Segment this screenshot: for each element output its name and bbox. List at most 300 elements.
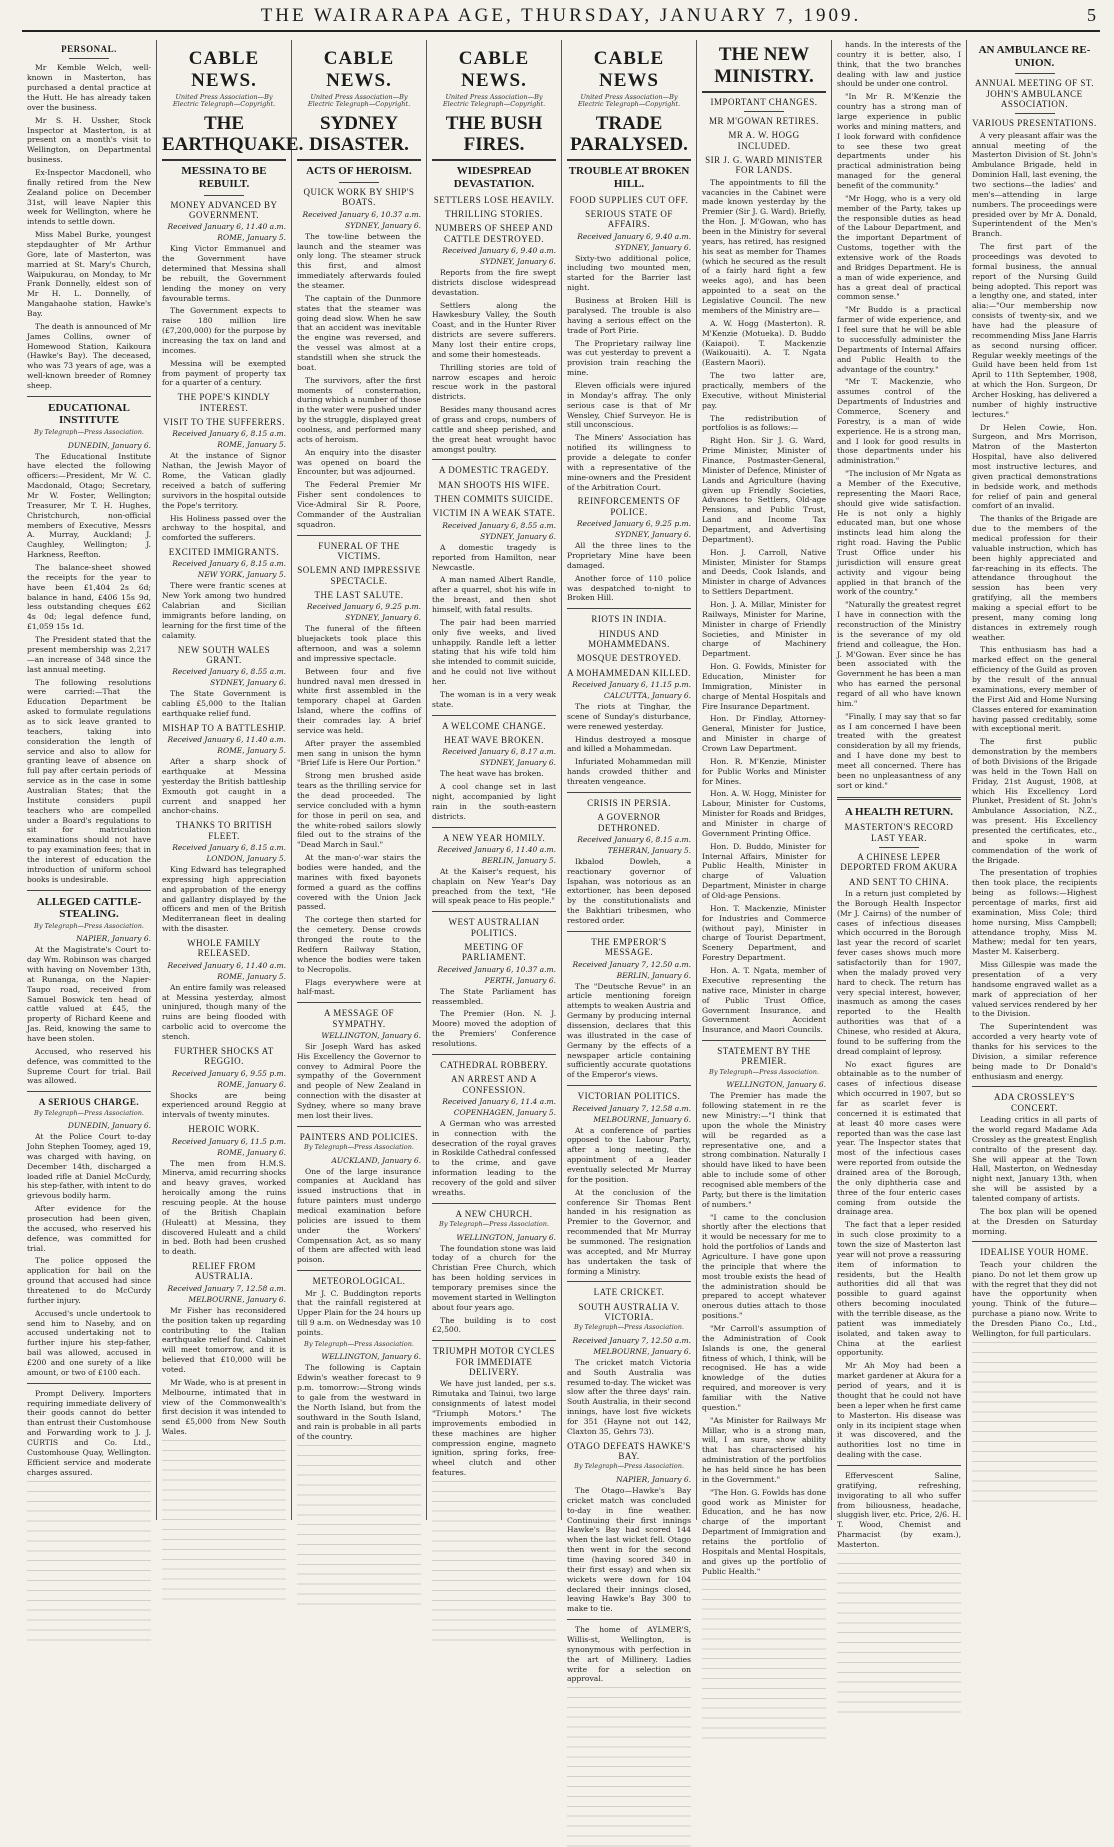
credit-line: By Telegraph—Press Association. xyxy=(34,1108,144,1117)
article-subheading: QUICK WORK BY SHIP'S BOATS. xyxy=(303,186,415,208)
divider xyxy=(27,396,151,397)
article-paragraph: After evidence for the prosecution had been given, the accused, who reserved his defence, was committed for trial. xyxy=(27,1204,151,1253)
divider xyxy=(972,1241,1097,1242)
article-paragraph: Mr Ah Moy had been a market gardener at Akura for a period of years, and it is thought that he could not have been a leper when he first came to Masterton. His disease was only in its incipient stage when it was discovered, and the authorities lost no time in dealing with the case. xyxy=(837,1361,961,1460)
dateline: Received January 6, 9.40 a.m. xyxy=(577,231,691,241)
divider xyxy=(837,1465,961,1466)
divider xyxy=(879,847,919,848)
article-paragraph: The following resolutions were carried:—That the Education Department be asked to formulate regulations as to sick leave granted to teachers, taking into consideration the length of service and also to allow for granting leave of absence on full pay after certain periods of service as in the case in some Australian States; that the Institute considers pupil teachers who are compelled under a Board's regulations to sit for matriculation examinations should not have to pay examination fees; that in the interest of education the introduction of uniform school books is undesirable. xyxy=(27,677,151,884)
article-paragraph: The Government expects to raise 180 million lire (£7,200,000) for the purpose by increasing the tax on land and incomes. xyxy=(162,306,286,355)
article-paragraph: All the three lines to the Proprietary Mine have been damaged. xyxy=(567,541,691,570)
divider xyxy=(567,1619,691,1620)
article-paragraph: The cricket match Victoria and South Australia was resumed to-day. The wicket was slow after the three days' rain. South Australia, in their second innings, have lost five wickets for 351 (Hayne not out 142, Claxton 35, Gehrs 73). xyxy=(567,1357,691,1436)
article-subheading: TROUBLE AT BROKEN HILL. xyxy=(568,165,690,190)
article-subheading: REINFORCEMENTS OF POLICE. xyxy=(577,496,681,517)
article-subheading: ADA CROSSLEY'S CONCERT. xyxy=(994,1092,1075,1113)
article-subheading: A DOMESTIC TRAGEDY. xyxy=(439,465,549,476)
dateline: Received January 7, 12.50 a.m. xyxy=(572,1335,691,1345)
article-heading: THE NEW MINISTRY. xyxy=(702,44,826,93)
dateline: ROME, January 5. xyxy=(217,746,286,756)
divider xyxy=(204,195,244,196)
article-paragraph: At the Kaiser's request, his chaplain on New Year's Day preached from the text, "He will speak peace to His people." xyxy=(432,866,556,906)
article-subheading: VICTORIAN POLITICS. xyxy=(577,1091,681,1102)
article-subheading: THE EMPEROR'S MESSAGE. xyxy=(591,936,667,958)
article-subheading: SOLEMN AND IMPRESSIVE SPECTACLE. xyxy=(297,565,421,586)
advertisement: The home of AYLMER'S, Willis-st, Wellington, is synonymous with perfection in the art of Millinery. Ladies write for a selection on approval. xyxy=(567,1625,691,1684)
text-filler xyxy=(567,1687,691,1847)
article-subheading: THANKS TO BRITISH FLEET. xyxy=(175,820,273,841)
article-paragraph: The Proprietary railway line was cut yesterday to prevent a provision train reaching the mine. xyxy=(567,338,691,378)
dateline: SYDNEY, January 6. xyxy=(345,613,421,623)
article-paragraph: The President stated that the present membership was 2,217—an increase of 348 since the last annual meeting. xyxy=(27,635,151,674)
credit-line: By Telegraph—Press Association. xyxy=(304,1143,414,1152)
article-paragraph: "In Mr R. M'Kenzie the country has a strong man of large experience in public works and mining matters, and I look forward with confidence to see these two great departments under his practical administration being managed for the general benefit of the community." xyxy=(837,92,961,191)
article-paragraph: King Edward has telegraphed expressing high appreciation and approbation of the energy and gallantry displayed by the officers and men of the British Mediterranean fleet in dealing with the disaster. xyxy=(162,865,286,934)
divider xyxy=(567,792,691,793)
article-paragraph: Messina will be exempted from payment of property tax for a quarter of a century. xyxy=(162,358,286,388)
dateline: LONDON, January 5. xyxy=(206,854,286,864)
article-paragraph: Hon. J. Carroll, Native Minister, Minister for Stamps and Deeds, Cook Islands, and Minister in charge of Advances to Settlers Department. xyxy=(702,547,826,597)
article-paragraph: "I came to the conclusion shortly after the elections that it would be necessary for me to hold the portfolios of Lands and Agriculture. I have gone upon the principle that where the most trouble exists the head of the administration should be prepared to accept whatever onerous duties attach to those positions." xyxy=(702,1212,826,1321)
article-subheading: MASTERTON'S RECORD LAST YEAR. xyxy=(844,822,954,843)
advertisement: We have just landed, per s.s. Rimutaka and Tainui, two large consignments of latest model "Triumph Motors." The improvements embodied in these machines are higher compression engine, magneto ignition, spring forks, free-wheel clutch and other features. xyxy=(432,1379,556,1478)
section-heading: CABLE NEWS. xyxy=(188,48,260,91)
column-2 xyxy=(157,40,304,1520)
article-paragraph: The foundation stone was laid today of a church for the Christian Free Church, which has been holding services in temporary premises since the movement started in Wellington about four years ago. xyxy=(432,1243,556,1312)
article-paragraph: The survivors, after the first moments of consternation, during which a number of those in the water were pushed under by the struggle, displayed great coolness, and performed many acts of heroism. xyxy=(297,375,421,444)
article-subheading: CRISIS IN PERSIA. xyxy=(587,797,671,808)
article-paragraph: A cool change set in last night, accompanied by light rain in the south-eastern districts. xyxy=(432,782,556,821)
article-paragraph: The thanks of the Brigade are due to the members of the medical profession for their valuable instruction, which has been highly appreciated and far-reaching in its effects. The attendance throughout the session has been very gratifying, all the members making a special effort to be present, many coming long distances in extremely rough weather. xyxy=(972,514,1097,642)
dateline: NAPIER, January 6. xyxy=(616,1474,691,1484)
article-subheading: A CHINESE LEPER DEPORTED FROM AKURA xyxy=(840,851,958,873)
article-paragraph: The Superintendent was accorded a very hearty vote of thanks for his services to the Division, a similar reference being made to Dr Donald's enthusiasm and energy. xyxy=(972,1022,1097,1081)
divider xyxy=(339,182,379,183)
credit-line: By Telegraph—Press Association. xyxy=(34,921,144,930)
article-subheading: A MOHAMMEDAN KILLED. xyxy=(567,667,691,678)
article-subheading: FUNERAL OF THE VICTIMS. xyxy=(318,540,400,561)
article-subheading: THE POPE'S KINDLY INTEREST. xyxy=(177,392,271,413)
dateline: CALCUTTA, January 6. xyxy=(603,690,691,700)
article-subheading: MR M'GOWAN RETIRES. xyxy=(709,116,819,127)
dateline: ROME, January 5. xyxy=(217,971,286,981)
divider xyxy=(972,1086,1097,1087)
article-subheading: HEAT WAVE BROKEN. xyxy=(444,734,544,745)
dateline: Received January 6, 8.55 a.m. xyxy=(172,667,286,677)
text-filler xyxy=(27,1481,151,1641)
article-paragraph: The Otago—Hawke's Bay cricket match was concluded to-day in fine weather. Continuing their first innings Hawke's Bay had scored 144 when the last wicket fell. Otago then went in for the second time (having scored 340 in their first essay) and when six wickets were down for 104 declared their innings closed, leaving Hawke's Bay 300 to make to tie. xyxy=(567,1485,691,1614)
article-subheading: OTAGO DEFEATS HAWKE'S BAY. xyxy=(567,1440,691,1462)
article-paragraph: Hindus destroyed a mosque and killed a Mohammedan. xyxy=(567,734,691,754)
text-filler xyxy=(837,1553,961,1713)
article-subheading: AND SENT TO CHINA. xyxy=(848,876,949,887)
article-paragraph: There were frantic scenes at New York among two hundred Calabrian and Sicilian immigrants before landing, on learning for the first time of the calamity. xyxy=(162,581,286,640)
divider xyxy=(69,58,109,59)
divider xyxy=(27,890,151,891)
article-paragraph: His Holiness passed over the archway to the hospital, and comforted the sufferers. xyxy=(162,513,286,543)
article-paragraph: hands. In the interests of the country it is better, also, I think, that the two branches dealing with law and justice should be under one control. xyxy=(837,40,961,89)
dateline: DUNEDIN, January 6. xyxy=(67,440,151,450)
article-subheading: VARIOUS PRESENTATIONS. xyxy=(972,118,1097,129)
article-heading: SYDNEY DISASTER. xyxy=(297,113,421,162)
credit-line: United Press Association—By Electric Telegraph—Copyright. xyxy=(577,92,681,109)
article-paragraph: Leading critics in all parts of the world regard Madame Ada Crossley as the greatest English contralto of the present day. She will appear at the Town Hall, Masterton, on Wednesday night next, January 13th, when she will be assisted by a talented company of artists. xyxy=(972,1115,1097,1203)
advertisement: Teach your children the piano. Do not let them grow up with the regret that they did not have the opportunity when young. Think of the future—purchase a piano now. Write to the Dresden Piano Co., Ltd., Wellington, for full particulars. xyxy=(972,1259,1097,1338)
dateline: Received January 6, 8.15 a.m. xyxy=(172,843,286,853)
article-paragraph: Mr S. H. Ussher, Stock Inspector at Masterton, is at present on a month's visit to Wellington, on Departmental business. xyxy=(27,115,151,165)
dateline: Received January 6, 8.55 a.m. xyxy=(442,520,556,530)
divider xyxy=(297,1270,421,1271)
dateline: Received January 6, 11.40 a.m. xyxy=(167,222,286,232)
dateline: BERLIN, January 5. xyxy=(481,855,556,865)
column-8 xyxy=(967,40,1102,1520)
dateline: ROME, January 5. xyxy=(217,233,286,243)
article-paragraph: The men from H.M.S. Minerva, amid recurring shocks and heavy graves, worked heroically among the ruins rescuing people. At the house of the British Chaplain (Huleatt) at Messina, they discovered Huleatt and a child in bed. Both had been crushed to death. xyxy=(162,1158,286,1257)
article-paragraph: The tow-line between the launch and the steamer was only long. The steamer struck this first, and almost immediately afterwards fouled the steamer. xyxy=(297,231,421,290)
article-paragraph: Reports from the fire swept districts disclose widespread devastation. xyxy=(432,267,556,297)
credit-line: By Telegraph—Press Association. xyxy=(709,1067,819,1076)
article-paragraph: Mr Kemble Welch, well-known in Masterton, has purchased a dental practice at the Hutt. He has already taken over the business. xyxy=(27,63,151,112)
article-paragraph: The appointments to fill the vacancies in the Cabinet were made known yesterday by the Premier (Sir J. G. Ward). Briefly, the Hon. J. M'Gowan, who has been in the Ministry for several years, has retired, has resigned his seat as member for Thames (which he secured as the result of a fairly hard fight a few weeks ago), and has been appointed to a seat on the Legislative Council. The new members of the Ministry are— xyxy=(702,177,826,315)
columns xyxy=(22,40,1102,1684)
dateline: Received January 6, 8.15 a.m. xyxy=(577,834,691,844)
divider xyxy=(432,911,556,912)
article-subheading: ANNUAL MEETING OF ST. JOHN'S AMBULANCE ASSOCIATION. xyxy=(975,78,1094,109)
article-paragraph: Mr Wade, who is at present in Melbourne, intimated that in view of the Commonwealth's first decision it was intended to send £5,000 from New South Wales. xyxy=(162,1377,286,1437)
article-paragraph: At a conference of parties opposed to the Labour Party, after a long meeting, the appointment of a leader eventually selected Mr Murray for the position. xyxy=(567,1125,691,1184)
dateline: WELLINGTON, January 6. xyxy=(321,1030,421,1040)
article-paragraph: Hon. R. M'Kenzie, Minister for Public Works and Minister for Mines. xyxy=(702,756,826,786)
article-subheading: MAN SHOOTS HIS WIFE. xyxy=(438,479,550,490)
article-paragraph: The first public demonstration by the members of both Divisions of the Brigade was held in the Town Hall on Friday, 21st August, 1908, at which His Excellency Lord Plunket, President of St. John's Ambulance Association, N.Z., was present. His Excellency presented the certificates, etc., and spoke in warm commendation of the work of the Brigade. xyxy=(972,737,1097,865)
dateline: PERTH, January 6. xyxy=(484,975,556,985)
article-subheading: SOUTH AUSTRALIA V. VICTORIA. xyxy=(578,1301,680,1323)
article-paragraph: The building is to cost £2,500. xyxy=(432,1315,556,1335)
article-paragraph: Eleven officials were injured in Monday's affray. The only serious case is that of Mr Wensley, Chief Surveyor. He is still unconscious. xyxy=(567,380,691,430)
dateline: SYDNEY, January 6. xyxy=(615,530,691,540)
article-paragraph: "Naturally the greatest regret I have in connection with the reconstruction of the Ministry is the severance of my old friend and colleague, the Hon. J. M'Gowan. Ever since he has been associated with the Government he has been a man who has earned the personal regard of all who have known him." xyxy=(837,600,961,708)
article-paragraph: "Mr Hogg, who is a very old member of the Party, takes up the responsible duties as head of the Labour Department, and the important Department of Customs, together with the extensive work of the Roads and Bridges Department. He is a man of wide experience, and has a great deal of practical common sense." xyxy=(837,193,961,302)
dateline: AUCKLAND, January 6. xyxy=(331,1155,421,1165)
dateline: Received January 6, 11.40 a.m. xyxy=(167,960,286,970)
dateline: Received January 6, 10.37 a.m. xyxy=(437,964,556,974)
article-subheading: NUMBERS OF SHEEP AND CATTLE DESTROYED. xyxy=(435,223,553,244)
newspaper-title: THE WAIRARAPA AGE, THURSDAY, JANUARY 7, 1909. xyxy=(260,5,862,26)
article-paragraph: After prayer the assembled men sang in unison the hymn "Brief Life is Here Our Portion." xyxy=(297,738,421,768)
dateline: Received January 6, 9.25 p.m. xyxy=(576,519,691,529)
dateline: ROME, January 5. xyxy=(217,440,286,450)
article-paragraph: Shocks are being experienced around Reggio at intervals of twenty minutes. xyxy=(162,1090,286,1120)
article-paragraph: At the conclusion of the conference Sir Thomas Bent handed in his resignation as Premier to the Governor, and recommended that Mr Murray be summoned. The resignation was accepted, and Mr Murray has undertaken the task of forming a Ministry. xyxy=(567,1187,691,1276)
divider xyxy=(1015,73,1055,74)
article-subheading: A NEW YEAR HOMILY. xyxy=(442,832,546,843)
credit-line: By Telegraph—Press Association. xyxy=(574,1323,684,1332)
dateline: SYDNEY, January 6. xyxy=(480,531,556,541)
dateline: Received January 6, 9.55 p.m. xyxy=(171,1068,286,1078)
section-heading: CABLE NEWS. xyxy=(458,48,530,91)
dateline: Received January 6, 9.25 p.m. xyxy=(306,602,421,612)
column-3 xyxy=(292,40,427,1520)
article-subheading: MONEY ADVANCED BY GOVERNMENT. xyxy=(170,199,278,220)
article-subheading: LATE CRICKET. xyxy=(593,1287,665,1298)
dateline: Received January 6, 11.15 p.m. xyxy=(572,679,691,689)
column-4 xyxy=(427,40,562,1520)
dateline: ROME, January 6. xyxy=(217,1079,286,1089)
article-paragraph: Hon. D. Buddo, Minister for Internal Affairs, Minister for Public Health, Minister in charge of Valuation Department, Minister in charge of Old-age Pensions. xyxy=(702,841,826,901)
article-paragraph: No exact figures are obtainable as to the number of cases of infectious disease which occurred in 1907, but so far as scarlet fever is concerned it is estimated that at least 40 more cases were reported than was the case last year. The Inspector states that most of the infectious cases were reported from outside the drained area of the Borough, the only diphtheria case and three of the four enteric cases coming from outside the drainage area. xyxy=(837,1059,961,1217)
article-subheading: STATEMENT BY THE PREMIER. xyxy=(717,1046,811,1067)
credit-line: United Press Association—By Electric Telegraph—Copyright. xyxy=(442,92,546,109)
article-paragraph: After a sharp shock of earthquake at Messina yesterday the British battleship Exmouth got caught in a current and snapped her anchor-chains. xyxy=(162,757,286,816)
article-subheading: A NEW CHURCH. xyxy=(455,1208,533,1219)
article-subheading: AN ARREST AND A CONFESSION. xyxy=(450,1074,538,1095)
dateline: NAPIER, January 6. xyxy=(76,934,151,944)
article-paragraph: A man named Albert Randle, after a quarrel, shot his wife in the breast, and then shot himself, with fatal results. xyxy=(432,575,556,614)
dateline: WELLINGTON, January 6. xyxy=(456,1232,556,1242)
credit-line: By Telegraph—Press Association. xyxy=(304,1339,414,1348)
divider xyxy=(432,715,556,716)
article-paragraph: A German who was arrested in connection with the desecration of the royal graves in Roskilde Cathedral confessed to the crime, and gave information leading to the recovery of the gold and silver wreaths. xyxy=(432,1118,556,1197)
dateline: SYDNEY, January 6. xyxy=(210,678,286,688)
article-paragraph: Dr Helen Cowie, Hon. Surgeon, and Mrs Morrison, Matron of the Masterton Hospital, have also delivered most instructive lectures, and given practical demonstrations in bedside work, and methods for relief of pain and general comfort of an invalid. xyxy=(972,422,1097,511)
edu-heading: EDUCATIONAL INSTITUTE xyxy=(48,401,130,427)
dateline: Received January 7, 12.50 a.m. xyxy=(572,959,691,969)
article-subheading: FURTHER SHOCKS AT REGGIO. xyxy=(174,1045,274,1067)
article-paragraph: Hon. Dr Findlay, Attorney-General, Minister for Justice, and Minister in charge of Crown Law Department. xyxy=(702,714,826,754)
dateline: Received January 6, 10.37 a.m. xyxy=(302,209,421,219)
article-paragraph: A domestic tragedy is reported from Hamilton, near Newcastle. xyxy=(432,542,556,572)
dateline: TEHERAN, January 5. xyxy=(607,845,691,855)
article-paragraph: The State Government is cabling £5,000 to the Italian earthquake relief fund. xyxy=(162,689,286,718)
dateline: Received January 7, 12.58 a.m. xyxy=(572,1103,691,1113)
dateline: SYDNEY, January 6. xyxy=(345,220,421,230)
divider xyxy=(432,1203,556,1204)
masthead xyxy=(22,2,1100,32)
article-paragraph: At the instance of Signor Nathan, the Jewish Mayor of Rome, the Vatican gladly received a batch of suffering survivors in the hospital outside the Pope's territory. xyxy=(162,451,286,510)
article-paragraph: An enquiry into the disaster was opened on board the Encounter, but was adjourned. xyxy=(297,447,421,477)
divider xyxy=(567,931,691,932)
article-paragraph: Between four and five hundred naval men dressed in white first assembled in the temporary chapel at Garden Island, where the coffins of their comrades lay. A brief service was held. xyxy=(297,666,421,735)
article-paragraph: Sir Joseph Ward has asked His Excellency the Governor to convey to Admiral Poore the sympathy of the Government and people of New Zealand in connection with the disaster at Sydney, where so many brave men lost their lives. xyxy=(297,1041,421,1120)
advertisement-heading: IDEALISE YOUR HOME. xyxy=(980,1247,1089,1258)
article-subheading: MESSINA TO BE REBUILT. xyxy=(181,165,267,190)
article-paragraph: The Federal Premier Mr Fisher sent condolences to Vice-Admiral Sir R. Poore, Commander of the Australian squadron. xyxy=(297,480,421,529)
article-paragraph: The Premier (Hon. N. J. Moore) moved the adoption of the Premiers' Conference resolutions. xyxy=(432,1009,556,1048)
article-paragraph: "The Hon. G. Fowlds has done good work as Minister for Education, and he has now charge of the important Department of Immigration and retains the portfolio of Hospitals and Mental Hospitals, and gives up the portfolio of Public Health." xyxy=(702,1487,826,1576)
dateline: SYDNEY, January 6. xyxy=(480,758,556,768)
dateline: NEW YORK, January 5. xyxy=(197,570,286,580)
article-paragraph: The captain of the Dunmore states that the steamer was going dead slow. When he saw that an accident was inevitable the engine was reversed, and the vessel was almost at a standstill when she struck the boat. xyxy=(297,293,421,372)
credit-line: By Telegraph—Press Association. xyxy=(439,1220,549,1229)
dateline: WELLINGTON, January 6. xyxy=(726,1080,826,1090)
page-number: 5 xyxy=(1087,5,1096,25)
article-paragraph: The two latter are, practically, members of the Executive, without Ministerial pay. xyxy=(702,371,826,410)
divider xyxy=(567,1085,691,1086)
article-subheading: VISIT TO THE SUFFERERS. xyxy=(163,417,285,427)
section-heading: CABLE NEWS. xyxy=(323,48,395,91)
dateline: MELBOURNE, January 6. xyxy=(593,1346,691,1356)
article-paragraph: Settlers along the Hawkesbury Valley, the South Coast, and in the Hunter River districts are severe sufferers. Many lost their entire crops, and some their homesteads. xyxy=(432,300,556,359)
article-subheading: NEW SOUTH WALES GRANT. xyxy=(177,644,271,665)
article-paragraph: "Mr Carroll's assumption of the Administration of Cook Islands is one, the general fitness of which, I think, will be recognised. He has a wide knowledge of the duties required, and moreover is very familiar with the Native question." xyxy=(702,1324,826,1412)
article-paragraph: An entire family was released at Messina yesterday, almost uninjured, though many of the ruins are being flooded with carbolic acid to overcome the stench. xyxy=(162,982,286,1042)
article-paragraph: The heat wave has broken. xyxy=(440,769,544,779)
divider xyxy=(432,1340,556,1341)
text-filler xyxy=(702,1579,826,1739)
article-subheading: MOSQUE DESTROYED. xyxy=(576,653,682,664)
article-paragraph: "Finally, I may say that so far as I am concerned I have been treated with the greatest consideration by all my friends, and I have done my best to meet all concerned. There has been no unpleasantness of any sort or kind." xyxy=(837,711,961,790)
article-paragraph: Business at Broken Hill is paralysed. The trouble is also having a serious effect on the trade of Port Pirie. xyxy=(567,296,691,335)
divider xyxy=(702,1040,826,1041)
advertisement-heading: TRIUMPH MOTOR CYCLES FOR IMMEDIATE DELIVERY. xyxy=(433,1346,555,1377)
article-subheading: A MESSAGE OF SYMPATHY. xyxy=(323,1008,394,1029)
article-paragraph: A very pleasant affair was the annual meeting of the Masterton Division of St. John's Ambulance Brigade, held in Dominion Hall, last evening, the two sections—the ladies' and men's—attending in large numbers. The proceedings were presided over by Mr A. Donald, Superintendent of the Men's Branch. xyxy=(972,130,1097,239)
article-subheading: WEST AUSTRALIAN POLITICS. xyxy=(448,917,540,938)
article-subheading: CATHEDRAL ROBBERY. xyxy=(440,1059,548,1070)
dateline: Received January 6, 9.40 a.m. xyxy=(442,245,556,255)
article-subheading: WIDESPREAD DEVASTATION. xyxy=(453,165,535,190)
divider xyxy=(297,1126,421,1127)
article-paragraph: The Miners' Association has notified its willingness to provide a delegate to confer with a representative of the mine-owners and the President of the Arbitration Court. xyxy=(567,433,691,492)
article-subheading: VICTIM IN A WEAK STATE. xyxy=(432,508,556,519)
article-paragraph: Accused's uncle undertook to send him to Naseby, and on accused undertaking not to further injure his step-father, bail was allowed, accused in £200 and one surety of a like amount, or two of £100 each. xyxy=(27,1308,151,1377)
article-paragraph: Thrilling stories are told of narrow escapes and heroic rescue work in the pastoral districts. xyxy=(432,362,556,402)
article-paragraph: The riots at Tinghar, the scene of Sunday's disturbance, were renewed yesterday. xyxy=(567,701,691,731)
section-heading: CABLE NEWS xyxy=(593,48,665,91)
article-paragraph: King Victor Emmanuel and the Government have determined that Messina shall be rebuilt, the Government lending the money on very favourable terms. xyxy=(162,244,286,303)
dateline: Received January 6, 11.40 a.m. xyxy=(167,735,286,745)
dateline: BERLIN, January 6. xyxy=(616,970,691,980)
article-paragraph: Flags everywhere were at half-mast. xyxy=(297,977,421,997)
article-subheading: ACTS OF HEROISM. xyxy=(306,165,412,178)
text-filler xyxy=(432,1481,556,1641)
article-subheading: METEOROLOGICAL. xyxy=(312,1276,406,1287)
divider xyxy=(837,797,961,800)
article-paragraph: The Educational Institute have elected the following officers:—President, Mr W. C. Macdonald, Otago; Secretary, Mr W. Foster, Wellington; Treasurer, Mr T. H. Hughes, Christchurch, non-official members of Executive, Messrs A. Murray, Auckland; J. Caughley, Wellington; J. Harkness, Reefton. xyxy=(27,451,151,560)
article-paragraph: Another force of 110 police was despatched to-night to Broken Hill. xyxy=(567,573,691,603)
divider xyxy=(567,608,691,609)
article-subheading: MEETING OF PARLIAMENT. xyxy=(461,942,527,963)
divider xyxy=(432,827,556,828)
article-paragraph: Hon. A. T. Ngata, member of Executive representing the native race, Minister in charge of Public Trust Office, Government Insurance, and Government Accident Insurance, and Maori Councils. xyxy=(702,966,826,1035)
article-paragraph: "The inclusion of Mr Ngata as a Member of the Executive, representing the Maori Race, should give wide satisfaction. He is not only a highly educated man, but one whose instincts lead him along the right road. Having the Public Trust Office under his jurisdiction will ensure great activity and vigour being applied in that branch of the work of the country." xyxy=(837,469,961,597)
article-paragraph: Ikbalod Dowleh, a reactionary governor of Ispahan, was notorious as an extortioner, has been deposed by the constitutionalists and the Bakhtiari tribesmen, who restored order. xyxy=(567,856,691,926)
article-subheading: A WELCOME CHANGE. xyxy=(441,720,547,731)
divider xyxy=(744,111,784,112)
article-paragraph: The police opposed the application for bail on the ground that accused had since threatened to do McCurdy further injury. xyxy=(27,1256,151,1305)
article-paragraph: The redistribution of portfolios is as follows:— xyxy=(702,413,826,433)
article-paragraph: The funeral of the fifteen bluejackets took place this afternoon, and was a solemn and impressive spectacle. xyxy=(297,624,421,663)
credit-line: United Press Association—By Electric Telegraph—Copyright. xyxy=(307,92,411,109)
article-paragraph: The cortege then started for the cemetery. Dense crowds thronged the route to the Redfern Railway Station, whence the bodies were taken to Necropolis. xyxy=(297,915,421,974)
dateline: Received January 6, 11.40 a.m. xyxy=(437,844,556,854)
dateline: Received January 6, 11.4 a.m. xyxy=(442,1096,556,1106)
dateline: DUNEDIN, January 6. xyxy=(67,1121,151,1131)
article-heading: THE BUSH FIRES. xyxy=(432,113,556,162)
serious-heading: A SERIOUS CHARGE. xyxy=(38,1097,140,1108)
article-paragraph: Besides many thousand acres of grass and crops, numbers of cattle and sheep perished, and the great heat wrought havoc amongst poultry. xyxy=(432,405,556,454)
article-paragraph: Accused, who reserved his defence, was committed to the Supreme Court for trial. Bail was allowed. xyxy=(27,1046,151,1086)
article-paragraph: Mr J. C. Buddington reports that the rainfall registered at Upper Plain for the 24 hours up till 9 a.m. on Wednesday was 10 points. xyxy=(297,1288,421,1337)
column-5 xyxy=(562,40,697,1684)
article-heading: AN AMBULANCE RE-UNION. xyxy=(978,44,1091,69)
article-subheading: THEN COMMITS SUICIDE. xyxy=(434,494,554,505)
divider xyxy=(297,535,421,536)
article-subheading: THE LAST SALUTE. xyxy=(314,589,404,600)
article-subheading: RELIEF FROM AUSTRALIA. xyxy=(192,1261,256,1282)
article-heading: A HEALTH RETURN. xyxy=(844,805,954,818)
article-paragraph: The following is Captain Edwin's weather forecast to 9 p.m. tomorrow:—Strong winds to gale from the westward in the North Island, but from the southward in the South Island, and rain is probable in all parts of the country. xyxy=(297,1363,421,1442)
credit-line: United Press Association—By Electric Telegraph—Copyright. xyxy=(172,92,276,109)
personal-heading: PERSONAL. xyxy=(61,44,117,54)
article-subheading: FOOD SUPPLIES CUT OFF. xyxy=(569,194,689,205)
article-subheading: RIOTS IN INDIA. xyxy=(591,614,667,625)
dateline: MELBOURNE, January 6. xyxy=(188,1294,286,1304)
article-subheading: MISHAP TO A BATTLESHIP. xyxy=(162,722,286,733)
divider xyxy=(432,1054,556,1055)
dateline: Received January 6, 8.15 a.m. xyxy=(172,429,286,439)
dateline: ROME, January 6. xyxy=(217,1147,286,1157)
divider xyxy=(27,1091,151,1092)
credit-line: By Telegraph—Press Association. xyxy=(574,1462,684,1471)
article-paragraph: The woman is in a very weak state. xyxy=(432,689,556,709)
article-subheading: WHOLE FAMILY RELEASED. xyxy=(187,938,261,959)
article-subheading: SIR J. G. WARD MINISTER FOR LANDS. xyxy=(705,155,823,176)
article-subheading: HEROIC WORK. xyxy=(188,1124,260,1135)
article-paragraph: "Mr T. Mackenzie, who assumes control of the Departments of Industries and Commerce, Scenery and Forestry, is a man of wide experience. He is a strong man, and I look for good results in those departments under his administration." xyxy=(837,377,961,466)
article-paragraph: This enthusiasm has had a marked effect on the general efficiency of the Guild as proven by the result of the annual examinations, every member of the First Aid and Home Nursing Classes entered for examination having passed creditably, some with exceptional merit. xyxy=(972,645,1097,734)
article-paragraph: Hon. G. Fowlds, Minister for Education, Minister for Immigration, Minister in charge of Mental Hospitals and Fire Insurance Department. xyxy=(702,662,826,711)
dateline: MELBOURNE, January 6. xyxy=(593,1114,691,1124)
article-paragraph: Infuriated Mohammedan mill hands crowded thither and threaten vengeance. xyxy=(567,757,691,786)
article-subheading: SETTLERS LOSE HEAVILY. xyxy=(433,194,555,205)
article-subheading: SERIOUS STATE OF AFFAIRS. xyxy=(585,208,673,230)
dateline: Received January 7, 12.58 a.m. xyxy=(167,1283,286,1293)
article-paragraph: Mr Fisher has reconsidered the position taken up regarding contributing to the Italian earthquake relief fund. Cabinet will meet tomorrow, and it is believed that £10,000 will be voted. xyxy=(162,1305,286,1374)
article-paragraph: The box plan will be opened at the Dresden on Saturday morning. xyxy=(972,1206,1097,1236)
article-subheading: A GOVERNOR DETHRONED. xyxy=(597,812,661,833)
article-paragraph: The presentation of trophies then took place, the recipients being as follows:—Highest percentage of marks, first aid examination, Miss Cole; third home nursing, Miss Campbell; attendance trophy, Miss M. Mathew; medal for ten years, Master M. Kaiserberg. xyxy=(972,868,1097,957)
divider xyxy=(567,1281,691,1282)
article-paragraph: "Mr Buddo is a practical farmer of wide experience, and I feel sure that he will be able to successfully administer the Departments of Internal Affairs and Public Health to the advantage of the country." xyxy=(837,305,961,374)
article-subheading: THRILLING STORIES. xyxy=(445,208,543,219)
column-1 xyxy=(22,40,157,1520)
dateline: COPENHAGEN, January 5. xyxy=(453,1107,556,1117)
column-6 xyxy=(697,40,832,1576)
article-paragraph: Hon. T. Mackenzie, Minister for Industries and Commerce (without pay), Minister in charge of Tourist Department, Scenery Department, and Forestry Department. xyxy=(702,903,826,963)
text-filler xyxy=(972,1342,1097,1502)
advertisement: Prompt Delivery. Importers requiring immediate delivery of their goods cannot do better than entrust their Customhouse and Forwarding work to J. J. CURTIS and Co. Ltd., Customhouse Quay, Wellington. Efficient service and moderate charges assured. xyxy=(27,1388,151,1477)
article-paragraph: Hon. J. A. Millar, Minister for Railways, Minister for Marine, Minister in charge of Friendly Societies, and Minister in charge of Machinery Department. xyxy=(702,599,826,659)
column-7 xyxy=(832,40,967,1549)
article-paragraph: The balance-sheet showed the receipts for the year to have been £1,404 2s 6d; balance in hand, £406 15s 9d, less outstanding cheques £62 4s 0d; legal defence fund, £1,059 15s 1d. xyxy=(27,563,151,632)
article-paragraph: At the Police Court to-day John Stephen Toomey, aged 19, was charged with having, on December 14th, discharged a loaded rifle at Daniel McCurdy, his step-father, with intent to do grievous bodily harm. xyxy=(27,1132,151,1201)
article-paragraph: Hon. A. W. Hogg, Minister for Labour, Minister for Customs, Minister for Roads and Bridges, and Minister in charge of Government Printing Office. xyxy=(702,789,826,838)
article-heading: TRADE PARALYSED. xyxy=(567,113,691,162)
article-paragraph: At the Magistrate's Court to-day Wm. Robinson was charged with having on November 13th, at Runanga, on the Napier-Taupo road, received from Samuel Boswick ten head of cattle valued at £45, the property of Richard Keene and Jas. Reid, knowing the same to have been stolen. xyxy=(27,945,151,1044)
article-paragraph: The Premier has made the following statement in re the new Ministry:—"I think that upon the whole the Ministry will be regarded as a representative one, and a strong combination. Naturally I should have liked to have been able to include some of other recognised able members of the Party, but there is the limitation of numbers." xyxy=(702,1091,826,1209)
article-subheading: MR A. W. HOGG INCLUDED. xyxy=(728,130,800,151)
article-subheading: PAINTERS AND POLICIES. xyxy=(299,1131,419,1142)
divider xyxy=(297,1002,421,1003)
article-heading: THE EARTHQUAKE. xyxy=(162,113,286,162)
article-paragraph: Right Hon. Sir J. G. Ward, Prime Minister, Minister of Finance, Postmaster-General, Minister of Defence, Minister of Lands and Agriculture (having given up Friendly Societies, Advances to Settlers, Old-age Pensions, and Public Trust, Land and Income Tax Department, and Advertising Department). xyxy=(702,436,826,544)
article-paragraph: Ex-Inspector Macdonell, who finally retired from the New Zealand police on December 31st, will leave Napier this week for Wellington, where he intends to settle down. xyxy=(27,167,151,227)
article-paragraph: The State Parliament has reassembled. xyxy=(432,986,556,1006)
article-subheading: IMPORTANT CHANGES. xyxy=(710,96,818,107)
article-paragraph: Strong men brushed aside tears as the thrilling service for the dead proceeded. The service concluded with a hymn for those in peril on sea, and the white-robed sailors slowly filed out to the strains of the "Dead March in Saul." xyxy=(297,771,421,850)
dateline: Received January 6, 8.17 a.m. xyxy=(442,747,556,757)
